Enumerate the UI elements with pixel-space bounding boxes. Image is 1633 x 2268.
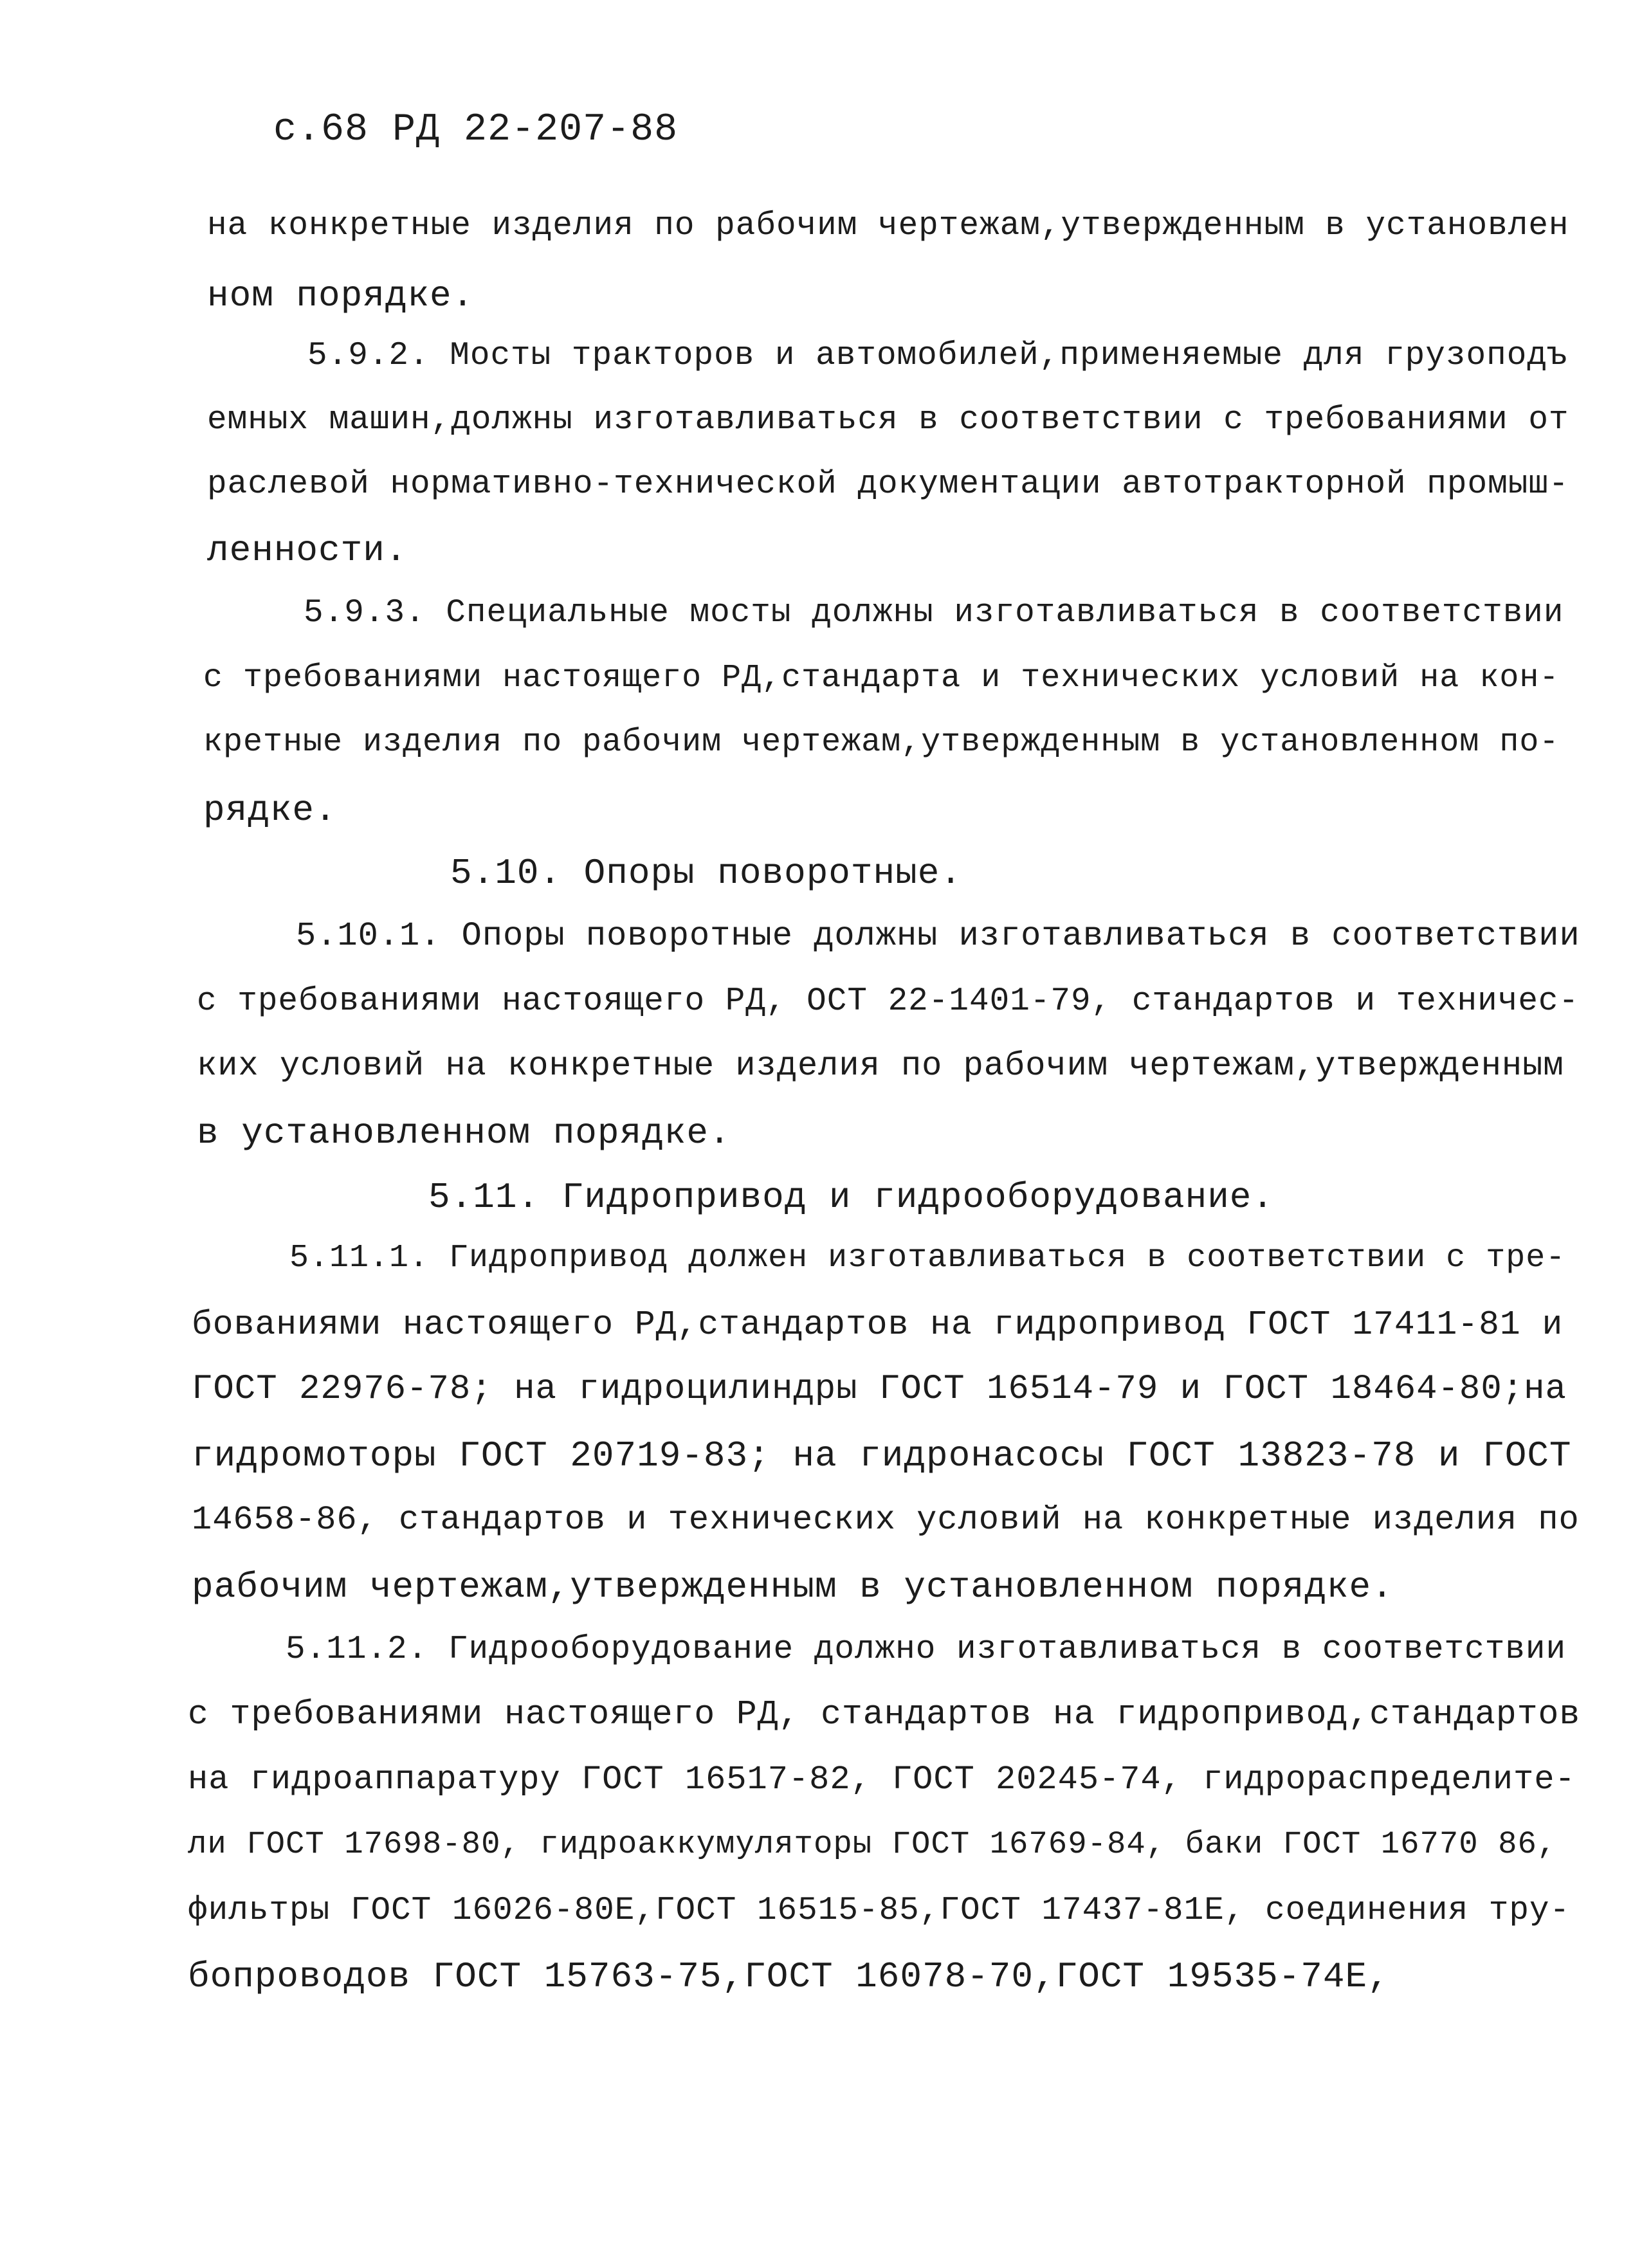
text-line: с требованиями настоящего РД, стандартов на гидропривод,стандартов: [188, 1695, 1581, 1734]
text-line: ГОСТ 22976-78; на гидроцилиндры ГОСТ 16514-79 и ГОСТ 18464-80;на: [192, 1370, 1567, 1409]
text-line: бованиями настоящего РД,стандартов на гидропривод ГОСТ 17411-81 и: [192, 1305, 1564, 1344]
text-line: раслевой нормативно-технической документации автотракторной промыш-: [207, 466, 1569, 503]
text-line: рядке.: [203, 790, 337, 831]
text-line: на гидроаппаратуру ГОСТ 16517-82, ГОСТ 20245-74, гидрораспределите-: [188, 1761, 1576, 1799]
text-line: ном порядке.: [207, 275, 475, 316]
text-line: 14658-86, стандартов и технических условий на конкретные изделия по: [192, 1501, 1580, 1539]
text-line: в установленном порядке.: [197, 1112, 731, 1154]
text-line: на конкретные изделия по рабочим чертежам,утвержденным в установлен: [207, 208, 1569, 244]
text-line: 5.11.2. Гидрооборудование должно изготавливаться в соответствии: [286, 1631, 1567, 1668]
text-line: кретные изделия по рабочим чертежам,утвержденным в установленном по-: [203, 724, 1560, 761]
page-header: с.68 РД 22-207-88: [273, 108, 679, 152]
text-line: бопроводов ГОСТ 15763-75,ГОСТ 16078-70,ГОСТ 19535-74Е,: [188, 1956, 1390, 1997]
text-line: 5.9.3. Специальные мосты должны изготавливаться в соответствии: [304, 595, 1564, 631]
text-line: гидромоторы ГОСТ 20719-83; на гидронасосы ГОСТ 13823-78 и ГОСТ: [192, 1435, 1572, 1476]
section-heading: 5.10. Опоры поворотные.: [450, 853, 962, 894]
text-line: рабочим чертежам,утвержденным в установленном порядке.: [192, 1566, 1394, 1608]
text-line: фильтры ГОСТ 16026-80Е,ГОСТ 16515-85,ГОСТ 17437-81Е, соединения тру-: [188, 1892, 1571, 1929]
text-line: ленности.: [207, 530, 408, 571]
text-line: емных машин,должны изготавливаться в соответствии с требованиями от: [207, 402, 1569, 439]
text-line: 5.9.2. Мосты тракторов и автомобилей,применяемые для грузоподъ: [307, 338, 1568, 374]
section-heading: 5.11. Гидропривод и гидрооборудование.: [428, 1177, 1275, 1218]
text-line: с требованиями настоящего РД, ОСТ 22-1401-79, стандартов и техничес-: [197, 983, 1580, 1020]
text-line: с требованиями настоящего РД,стандарта и технических условий на кон-: [203, 660, 1560, 696]
text-line: ких условий на конкретные изделия по рабочим чертежам,утвержденным: [197, 1047, 1564, 1085]
text-line: 5.11.1. Гидропривод должен изготавливаться в соответствии с тре-: [289, 1240, 1566, 1276]
text-line: 5.10.1. Опоры поворотные должны изготавливаться в соответствии: [296, 917, 1580, 955]
text-line: ли ГОСТ 17698-80, гидроаккумуляторы ГОСТ 16769-84, баки ГОСТ 16770 86,: [188, 1826, 1557, 1862]
